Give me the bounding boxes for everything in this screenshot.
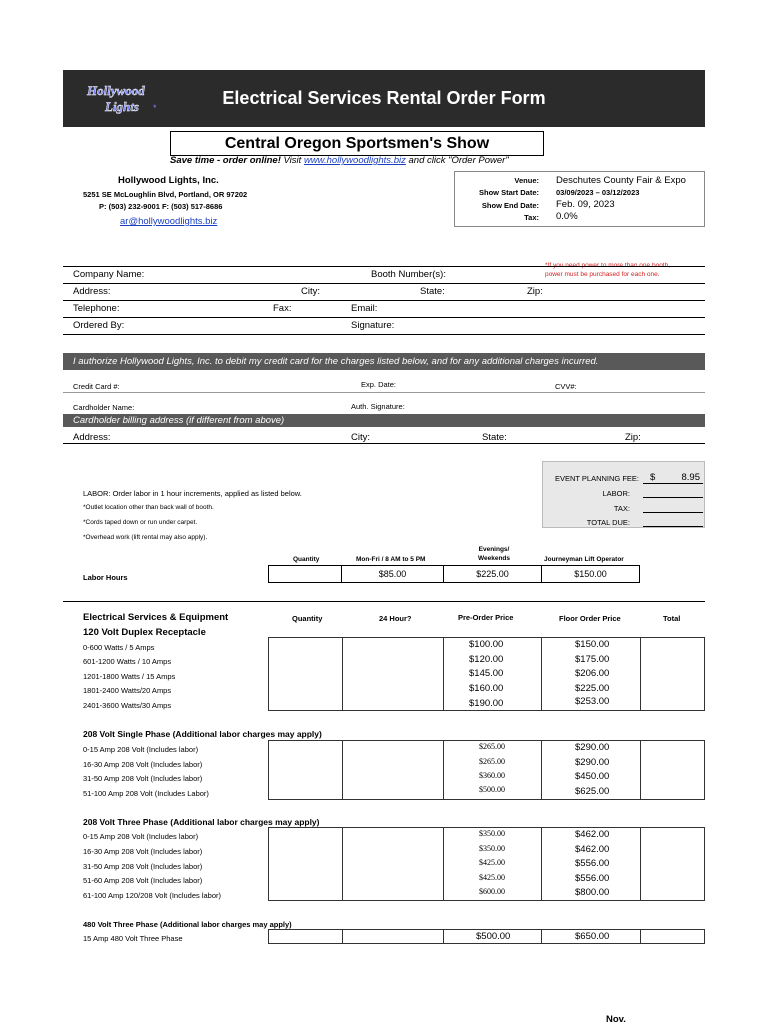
zip-field[interactable]: Zip: <box>527 286 543 297</box>
item-label: 31-50 Amp 208 Volt (Includes labor) <box>83 862 203 871</box>
labor-note-2: *Outlet location other than back wall of booth. <box>83 504 214 511</box>
tax-total-label: TAX: <box>613 504 630 513</box>
item-preorder-price: $500.00 <box>479 785 505 794</box>
item-floor-price: $625.00 <box>575 786 610 797</box>
item-label: 16-30 Amp 208 Volt (Includes labor) <box>83 760 203 769</box>
event-planning-fee-label: EVENT PLANNING FEE: <box>554 474 639 483</box>
auth-signature-field[interactable]: Auth. Signature: <box>351 402 405 411</box>
total-due-field[interactable] <box>643 526 703 527</box>
labor-note-1: LABOR: Order labor in 1 hour increments, applied as listed below. <box>83 489 302 498</box>
divider <box>63 443 705 444</box>
item-preorder-price: $350.00 <box>479 829 505 838</box>
labor-col-lift: Journeyman Lift Operator <box>544 556 624 563</box>
address-field[interactable]: Address: <box>73 286 111 297</box>
labor-evenings-price: $225.00 <box>443 565 542 583</box>
services-col-total: Total <box>663 614 681 623</box>
item-label: 2401-3600 Watts/30 Amps <box>83 701 172 710</box>
item-preorder-price: $425.00 <box>479 858 505 867</box>
item-floor-price: $225.00 <box>575 683 610 694</box>
telephone-field[interactable]: Telephone: <box>73 303 120 314</box>
item-preorder-price: $100.00 <box>469 639 504 650</box>
show-start-label: Show Start Date: <box>478 188 539 197</box>
header-banner <box>63 70 705 127</box>
divider <box>63 300 705 301</box>
cvv-field[interactable]: CVV#: <box>555 382 577 391</box>
labor-total-field[interactable] <box>643 497 703 498</box>
24hour-column[interactable] <box>342 929 444 944</box>
services-col-floor: Floor Order Price <box>559 614 621 623</box>
labor-lift-price: $150.00 <box>541 565 640 583</box>
online-order-line: Save time - order online! Visit www.hollywoodlights.biz and click "Order Power" <box>170 155 509 166</box>
billing-address-field[interactable]: Address: <box>73 432 111 443</box>
item-preorder-price: $145.00 <box>469 668 504 679</box>
section-title: 208 Volt Single Phase (Additional labor charges may apply) <box>83 729 322 739</box>
divider <box>63 392 705 393</box>
state-field[interactable]: State: <box>420 286 445 297</box>
section-title: 480 Volt Three Phase (Additional labor charges may apply) <box>83 920 292 929</box>
labor-col-quantity: Quantity <box>293 556 320 563</box>
item-label: 1201-1800 Watts / 15 Amps <box>83 672 176 681</box>
item-floor-price: $206.00 <box>575 668 610 679</box>
event-planning-fee-currency: $ <box>650 472 656 483</box>
website-link[interactable]: www.hollywoodlights.biz <box>303 155 406 166</box>
item-label: 31-50 Amp 208 Volt (Includes labor) <box>83 774 203 783</box>
item-floor-price: $462.00 <box>575 844 610 855</box>
item-label: 0-15 Amp 208 Volt (Includes labor) <box>83 832 199 841</box>
city-field[interactable]: City: <box>301 286 320 297</box>
item-preorder-price: $360.00 <box>479 771 505 780</box>
item-floor-price: $556.00 <box>575 858 610 869</box>
item-label: 0-15 Amp 208 Volt (Includes labor) <box>83 745 199 754</box>
24hour-column[interactable] <box>342 827 444 901</box>
tax-value: 0.0% <box>556 211 578 222</box>
venue-label: Venue: <box>514 176 539 185</box>
services-col-24hour: 24 Hour? <box>379 614 412 623</box>
item-floor-price: $462.00 <box>575 829 610 840</box>
divider <box>63 334 705 335</box>
item-floor-price: $556.00 <box>575 873 610 884</box>
services-title: Electrical Services & Equipment <box>83 612 229 623</box>
event-planning-fee-value: 8.95 <box>681 472 700 483</box>
item-floor-price: $650.00 <box>575 931 610 942</box>
labor-monfri-price: $85.00 <box>341 565 444 583</box>
section-title: 208 Volt Three Phase (Additional labor charges may apply) <box>83 817 320 827</box>
item-preorder-price: $425.00 <box>479 873 505 882</box>
email-field[interactable]: Email: <box>351 303 378 314</box>
item-floor-price: $150.00 <box>575 639 610 650</box>
item-label: 16-30 Amp 208 Volt (Includes labor) <box>83 847 203 856</box>
venue-value: Deschutes County Fair & Expo <box>556 175 686 186</box>
item-label: 61-100 Amp 120/208 Volt (Includes labor) <box>83 891 222 900</box>
item-preorder-price: $600.00 <box>479 887 505 896</box>
divider <box>63 283 705 284</box>
24hour-column[interactable] <box>342 637 444 711</box>
footer-note: Nov. <box>606 1014 626 1024</box>
signature-field[interactable]: Signature: <box>351 320 395 331</box>
company-name: Hollywood Lights, Inc. <box>118 175 219 186</box>
company-name-field[interactable]: Company Name: <box>73 269 145 280</box>
item-preorder-price: $190.00 <box>469 698 504 709</box>
item-label: 0-600 Watts / 5 Amps <box>83 643 155 652</box>
fax-field[interactable]: Fax: <box>273 303 292 314</box>
form-title: Electrical Services Rental Order Form <box>222 88 546 108</box>
item-label: 51-60 Amp 208 Volt (Includes labor) <box>83 876 203 885</box>
booth-number-field[interactable]: Booth Number(s): <box>371 269 446 280</box>
exp-date-field[interactable]: Exp. Date: <box>361 380 397 389</box>
divider <box>63 266 705 267</box>
services-col-quantity: Quantity <box>292 614 323 623</box>
total-column <box>640 929 705 944</box>
billing-zip-field[interactable]: Zip: <box>625 432 641 443</box>
total-column <box>640 827 705 901</box>
authorization-banner: I authorize Hollywood Lights, Inc. to debit my credit card for the charges listed below, and for any additional charges incurred. <box>63 353 705 370</box>
services-col-preorder: Pre-Order Price <box>458 613 514 622</box>
item-floor-price: $800.00 <box>575 887 610 898</box>
labor-col-monfri: Mon-Fri / 8 AM to 5 PM <box>356 556 426 563</box>
billing-address-banner: Cardholder billing address (if different from above) <box>63 414 705 427</box>
show-start-value: 03/09/2023 – 03/12/2023 <box>556 188 640 197</box>
show-end-value: Feb. 09, 2023 <box>556 199 615 210</box>
quantity-column[interactable] <box>268 929 343 944</box>
item-preorder-price: $265.00 <box>479 757 505 766</box>
quantity-column[interactable] <box>268 637 343 711</box>
item-preorder-price: $265.00 <box>479 742 505 751</box>
divider <box>63 601 705 602</box>
credit-card-field[interactable]: Credit Card #: <box>73 382 120 391</box>
labor-quantity-input[interactable] <box>268 565 342 583</box>
svg-text:Hollywood: Hollywood <box>87 83 145 98</box>
ordered-by-field[interactable]: Ordered By: <box>73 320 125 331</box>
labor-hours-label: Labor Hours <box>83 573 128 582</box>
item-label: 51-100 Amp 208 Volt (Includes Labor) <box>83 789 209 798</box>
labor-note-4: *Overhead work (lift rental may also apply). <box>83 534 208 541</box>
item-floor-price: $175.00 <box>575 654 610 665</box>
multi-booth-notice-2: power must be purchased for each one. <box>545 271 660 278</box>
company-phone-fax: P: (503) 232-9001 F: (503) 517-8686 <box>99 202 223 211</box>
billing-state-field[interactable]: State: <box>482 432 507 443</box>
tax-label: Tax: <box>524 213 539 222</box>
underline <box>643 483 703 484</box>
total-due-label: TOTAL DUE: <box>586 518 630 527</box>
billing-city-field[interactable]: City: <box>351 432 370 443</box>
labor-note-3: *Cords taped down or run under carpet. <box>83 519 198 526</box>
tax-total-field[interactable] <box>643 512 703 513</box>
svg-text:Lights: Lights <box>105 99 139 114</box>
item-preorder-price: $120.00 <box>469 654 504 665</box>
quantity-column[interactable] <box>268 827 343 901</box>
item-label: 1801-2400 Watts/20 Amps <box>83 686 172 695</box>
company-address: 5251 SE McLoughlin Blvd, Portland, OR 97202 <box>83 190 248 199</box>
company-email-link[interactable]: ar@hollywoodlights.biz <box>120 216 218 227</box>
total-column <box>640 637 705 711</box>
item-floor-price: $290.00 <box>575 757 610 768</box>
divider <box>63 317 705 318</box>
24hour-column[interactable] <box>342 740 444 800</box>
svg-text:*: * <box>153 103 157 113</box>
item-label: 601-1200 Watts / 10 Amps <box>83 657 172 666</box>
labor-col-evenings: Evenings/ Weekends <box>477 546 511 562</box>
total-column <box>640 740 705 800</box>
section-title: 120 Volt Duplex Receptacle <box>83 627 206 638</box>
item-floor-price: $253.00 <box>575 696 610 707</box>
item-floor-price: $450.00 <box>575 771 610 782</box>
show-name: Central Oregon Sportsmen's Show <box>170 131 544 156</box>
quantity-column[interactable] <box>268 740 343 800</box>
item-preorder-price: $500.00 <box>476 931 511 942</box>
show-end-label: Show End Date: <box>481 201 539 210</box>
cardholder-name-field[interactable]: Cardholder Name: <box>73 403 135 412</box>
labor-total-label: LABOR: <box>602 489 630 498</box>
item-preorder-price: $160.00 <box>469 683 504 694</box>
item-label: 15 Amp 480 Volt Three Phase <box>83 934 183 943</box>
item-preorder-price: $350.00 <box>479 844 505 853</box>
item-floor-price: $290.00 <box>575 742 610 753</box>
